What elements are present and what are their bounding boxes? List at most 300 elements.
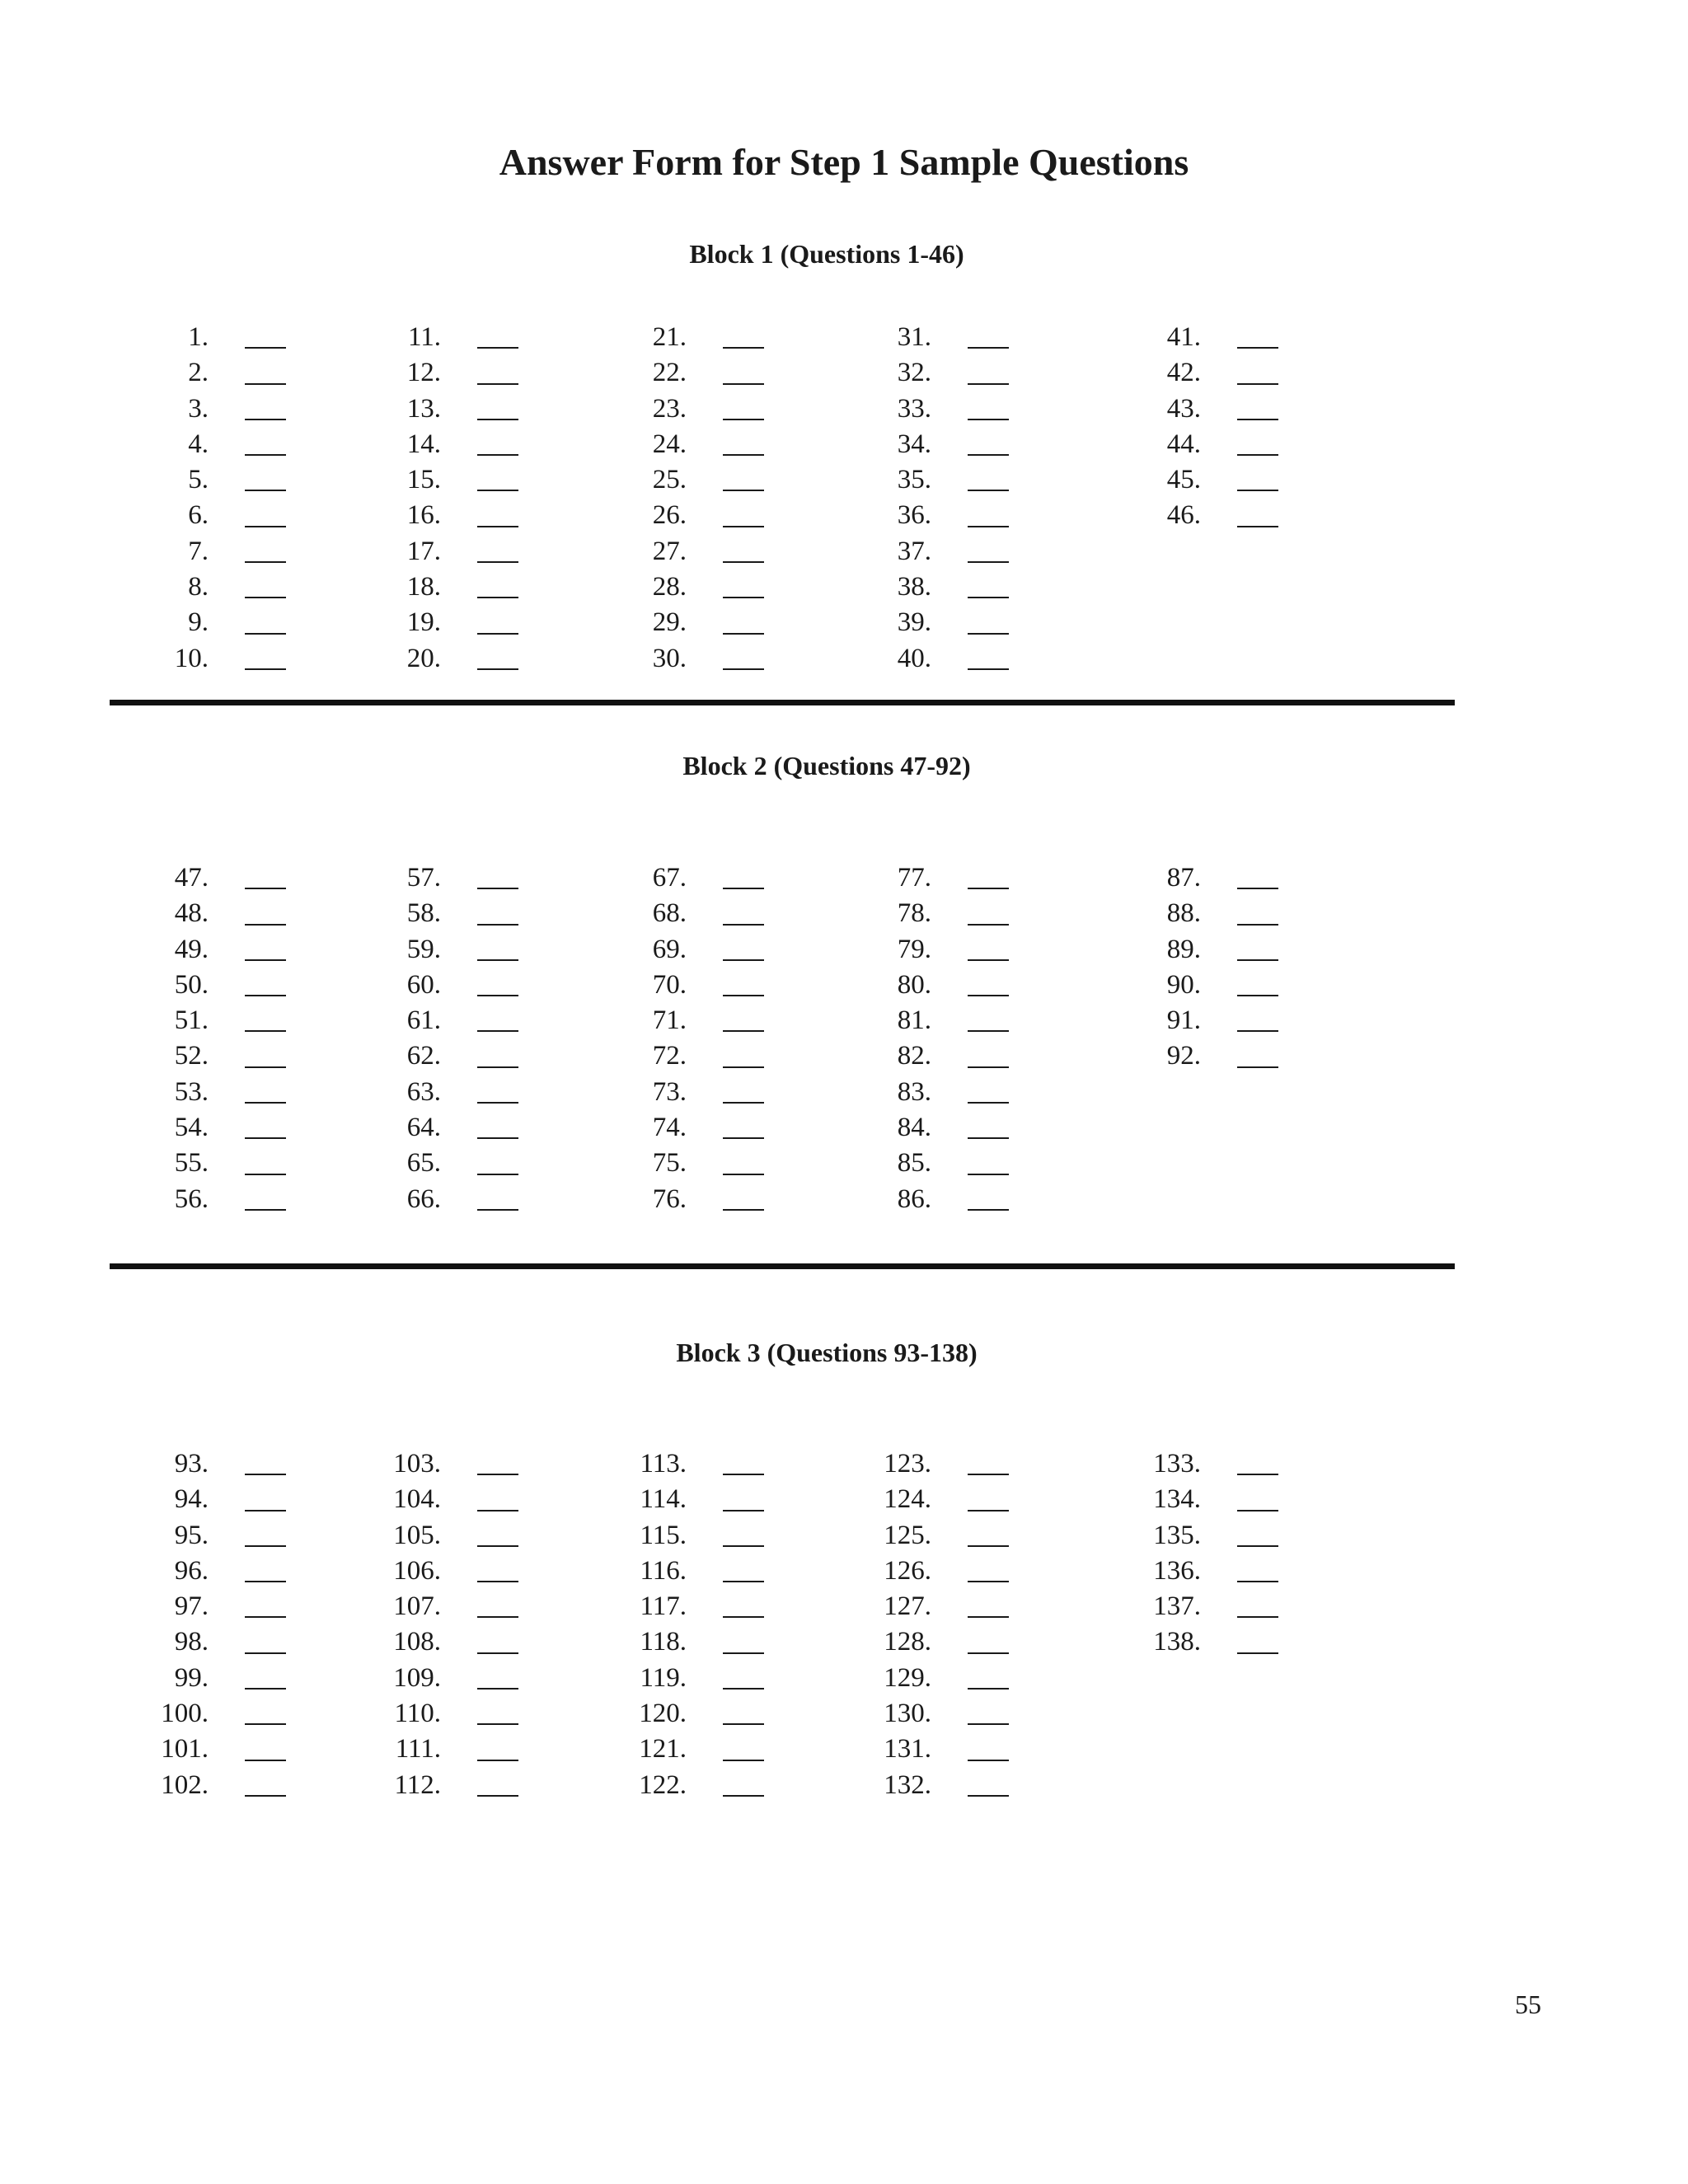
answer-blank[interactable] bbox=[968, 883, 1009, 889]
answer-blank[interactable] bbox=[477, 883, 518, 889]
answer-blank[interactable] bbox=[968, 378, 1009, 385]
answer-row bbox=[110, 1696, 283, 1732]
answer-blank[interactable] bbox=[477, 919, 518, 926]
answer-row bbox=[832, 1110, 1006, 1146]
block-3-heading: Block 3 (Questions 93-138) bbox=[676, 1338, 978, 1367]
answer-row bbox=[110, 1446, 283, 1482]
answer-row bbox=[588, 1075, 761, 1110]
question-number: 130. bbox=[884, 1699, 931, 1729]
answer-blank[interactable] bbox=[968, 1062, 1009, 1068]
answer-blank[interactable] bbox=[723, 1647, 764, 1654]
answer-blank[interactable] bbox=[968, 1132, 1009, 1139]
answer-blank[interactable] bbox=[723, 1169, 764, 1175]
answer-row bbox=[342, 1589, 515, 1624]
answer-blank[interactable] bbox=[245, 1469, 286, 1475]
answer-row bbox=[110, 1732, 283, 1767]
answer-column bbox=[1102, 1446, 1275, 1661]
question-number: 85. bbox=[897, 1148, 931, 1179]
question-number: 4. bbox=[188, 429, 209, 459]
answer-blank[interactable] bbox=[723, 883, 764, 889]
question-number: 15. bbox=[406, 465, 441, 495]
question-number: 2. bbox=[188, 358, 209, 388]
answer-row bbox=[342, 1624, 515, 1660]
question-number: 75. bbox=[652, 1148, 687, 1179]
answer-blank[interactable] bbox=[477, 954, 518, 961]
answer-blank[interactable] bbox=[245, 1611, 286, 1618]
answer-row bbox=[342, 320, 515, 355]
answer-blank[interactable] bbox=[723, 1718, 764, 1725]
answer-blank[interactable] bbox=[245, 485, 286, 491]
question-number: 124. bbox=[884, 1484, 931, 1515]
answer-blank[interactable] bbox=[1237, 1540, 1278, 1547]
answer-row bbox=[588, 1482, 761, 1517]
answer-blank[interactable] bbox=[968, 663, 1009, 670]
answer-row bbox=[1102, 1003, 1275, 1038]
question-number: 42. bbox=[1166, 358, 1201, 388]
answer-blank[interactable] bbox=[723, 1062, 764, 1068]
question-number: 43. bbox=[1166, 393, 1201, 424]
answer-blank[interactable] bbox=[968, 1576, 1009, 1582]
answer-blank[interactable] bbox=[245, 883, 286, 889]
question-number: 88. bbox=[1166, 898, 1201, 929]
answer-row bbox=[110, 1003, 283, 1038]
answer-blank[interactable] bbox=[477, 1576, 518, 1582]
answer-blank[interactable] bbox=[477, 1062, 518, 1068]
answer-blank[interactable] bbox=[968, 1647, 1009, 1654]
answer-blank[interactable] bbox=[245, 1132, 286, 1139]
answer-blank[interactable] bbox=[245, 1718, 286, 1725]
question-number: 138. bbox=[1153, 1627, 1201, 1657]
answer-row bbox=[342, 1003, 515, 1038]
answer-blank[interactable] bbox=[723, 1469, 764, 1475]
answer-column bbox=[110, 320, 283, 677]
answer-row bbox=[110, 1075, 283, 1110]
question-number: 79. bbox=[897, 934, 931, 964]
answer-row bbox=[588, 932, 761, 968]
answer-row bbox=[342, 427, 515, 462]
answer-blank[interactable] bbox=[477, 1540, 518, 1547]
answer-row bbox=[832, 1732, 1006, 1767]
answer-blank[interactable] bbox=[723, 1097, 764, 1104]
answer-row bbox=[110, 569, 283, 605]
answer-row bbox=[342, 569, 515, 605]
question-number: 134. bbox=[1153, 1484, 1201, 1515]
answer-blank[interactable] bbox=[245, 954, 286, 961]
question-number: 53. bbox=[174, 1076, 209, 1107]
answer-blank[interactable] bbox=[723, 1025, 764, 1032]
answer-blank[interactable] bbox=[968, 990, 1009, 996]
answer-row bbox=[1102, 1446, 1275, 1482]
question-number: 132. bbox=[884, 1769, 931, 1800]
question-number: 83. bbox=[897, 1076, 931, 1107]
question-number: 10. bbox=[174, 643, 209, 673]
answer-blank[interactable] bbox=[968, 592, 1009, 598]
answer-blank[interactable] bbox=[968, 1755, 1009, 1761]
question-number: 60. bbox=[406, 969, 441, 1000]
question-number: 91. bbox=[1166, 1005, 1201, 1036]
question-number: 110. bbox=[394, 1699, 441, 1729]
question-number: 74. bbox=[652, 1113, 687, 1143]
answer-blank[interactable] bbox=[723, 485, 764, 491]
answer-blank[interactable] bbox=[477, 1025, 518, 1032]
answer-blank[interactable] bbox=[1237, 1469, 1278, 1475]
answer-blank[interactable] bbox=[1237, 1611, 1278, 1618]
answer-blank[interactable] bbox=[245, 663, 286, 670]
answer-blank[interactable] bbox=[723, 1683, 764, 1690]
question-number: 119. bbox=[640, 1662, 687, 1693]
question-number: 82. bbox=[897, 1041, 931, 1071]
answer-blank[interactable] bbox=[477, 1097, 518, 1104]
answer-blank[interactable] bbox=[968, 1790, 1009, 1797]
answer-blank[interactable] bbox=[723, 1611, 764, 1618]
question-number: 20. bbox=[406, 643, 441, 673]
answer-blank[interactable] bbox=[245, 414, 286, 420]
answer-column bbox=[110, 1446, 283, 1803]
question-number: 78. bbox=[897, 898, 931, 929]
answer-blank[interactable] bbox=[477, 449, 518, 456]
answer-row bbox=[342, 1446, 515, 1482]
answer-blank[interactable] bbox=[477, 592, 518, 598]
answer-blank[interactable] bbox=[245, 1540, 286, 1547]
question-number: 65. bbox=[406, 1148, 441, 1179]
question-number: 30. bbox=[652, 643, 687, 673]
question-number: 6. bbox=[188, 500, 209, 531]
answer-blank[interactable] bbox=[1237, 414, 1278, 420]
answer-blank[interactable] bbox=[723, 919, 764, 926]
answer-row bbox=[110, 1554, 283, 1589]
answer-blank[interactable] bbox=[723, 1790, 764, 1797]
answer-blank[interactable] bbox=[245, 1790, 286, 1797]
answer-row bbox=[588, 1146, 761, 1181]
answer-blank[interactable] bbox=[968, 485, 1009, 491]
answer-column bbox=[342, 1446, 515, 1803]
question-number: 137. bbox=[1153, 1591, 1201, 1622]
answer-blank[interactable] bbox=[723, 1132, 764, 1139]
question-number: 109. bbox=[393, 1662, 441, 1693]
answer-blank[interactable] bbox=[477, 485, 518, 491]
answer-blank[interactable] bbox=[245, 378, 286, 385]
answer-row bbox=[588, 1554, 761, 1589]
answer-blank[interactable] bbox=[723, 1204, 764, 1211]
answer-blank[interactable] bbox=[1237, 1025, 1278, 1032]
question-number: 40. bbox=[897, 643, 931, 673]
answer-blank[interactable] bbox=[723, 556, 764, 563]
answer-row bbox=[832, 569, 1006, 605]
answer-row bbox=[1102, 462, 1275, 498]
answer-blank[interactable] bbox=[477, 1204, 518, 1211]
answer-row bbox=[832, 355, 1006, 391]
answer-row bbox=[832, 1768, 1006, 1803]
answer-blank[interactable] bbox=[1237, 521, 1278, 527]
answer-row bbox=[342, 1696, 515, 1732]
answer-row bbox=[110, 1589, 283, 1624]
question-number: 47. bbox=[174, 863, 209, 893]
answer-blank[interactable] bbox=[1237, 449, 1278, 456]
answer-row bbox=[342, 605, 515, 640]
answer-blank[interactable] bbox=[968, 1097, 1009, 1104]
answer-blank[interactable] bbox=[723, 1505, 764, 1511]
answer-blank[interactable] bbox=[477, 1718, 518, 1725]
answer-row bbox=[1102, 391, 1275, 427]
answer-blank[interactable] bbox=[477, 1611, 518, 1618]
question-number: 120. bbox=[639, 1699, 687, 1729]
answer-blank[interactable] bbox=[968, 954, 1009, 961]
answer-row bbox=[832, 1482, 1006, 1517]
answer-blank[interactable] bbox=[245, 1505, 286, 1511]
answer-blank[interactable] bbox=[968, 1611, 1009, 1618]
answer-blank[interactable] bbox=[477, 556, 518, 563]
answer-blank[interactable] bbox=[968, 1540, 1009, 1547]
answer-blank[interactable] bbox=[968, 521, 1009, 527]
answer-blank[interactable] bbox=[245, 1683, 286, 1690]
answer-row bbox=[342, 1768, 515, 1803]
question-number: 89. bbox=[1166, 934, 1201, 964]
answer-blank[interactable] bbox=[1237, 919, 1278, 926]
question-number: 126. bbox=[884, 1555, 931, 1586]
answer-blank[interactable] bbox=[1237, 378, 1278, 385]
answer-blank[interactable] bbox=[245, 449, 286, 456]
question-number: 129. bbox=[884, 1662, 931, 1693]
answer-row bbox=[588, 462, 761, 498]
question-number: 71. bbox=[652, 1005, 687, 1036]
answer-blank[interactable] bbox=[1237, 990, 1278, 996]
answer-blank[interactable] bbox=[968, 1025, 1009, 1032]
answer-blank[interactable] bbox=[477, 663, 518, 670]
answer-blank[interactable] bbox=[723, 663, 764, 670]
answer-blank[interactable] bbox=[245, 521, 286, 527]
answer-row bbox=[588, 1624, 761, 1660]
answer-column bbox=[588, 860, 761, 1217]
question-number: 104. bbox=[393, 1484, 441, 1515]
answer-blank[interactable] bbox=[245, 592, 286, 598]
answer-row bbox=[588, 427, 761, 462]
answer-blank[interactable] bbox=[968, 919, 1009, 926]
answer-blank[interactable] bbox=[245, 990, 286, 996]
answer-row bbox=[832, 1446, 1006, 1482]
answer-blank[interactable] bbox=[245, 1169, 286, 1175]
question-number: 97. bbox=[174, 1591, 209, 1622]
answer-row bbox=[588, 534, 761, 569]
answer-blank[interactable] bbox=[723, 592, 764, 598]
question-number: 14. bbox=[406, 429, 441, 459]
question-number: 37. bbox=[897, 536, 931, 566]
answer-blank[interactable] bbox=[245, 628, 286, 635]
answer-blank[interactable] bbox=[723, 990, 764, 996]
answer-row bbox=[110, 462, 283, 498]
answer-blank[interactable] bbox=[477, 1790, 518, 1797]
question-number: 70. bbox=[652, 969, 687, 1000]
answer-row bbox=[110, 860, 283, 896]
answer-blank[interactable] bbox=[968, 556, 1009, 563]
answer-row bbox=[832, 932, 1006, 968]
answer-blank[interactable] bbox=[477, 1755, 518, 1761]
question-number: 94. bbox=[174, 1484, 209, 1515]
answer-row bbox=[342, 860, 515, 896]
answer-blank[interactable] bbox=[968, 342, 1009, 349]
question-number: 16. bbox=[406, 500, 441, 531]
answer-row bbox=[1102, 896, 1275, 931]
answer-blank[interactable] bbox=[723, 378, 764, 385]
answer-blank[interactable] bbox=[477, 1647, 518, 1654]
answer-row bbox=[110, 932, 283, 968]
answer-row bbox=[110, 355, 283, 391]
question-number: 103. bbox=[393, 1449, 441, 1479]
answer-blank[interactable] bbox=[245, 1097, 286, 1104]
answer-blank[interactable] bbox=[477, 628, 518, 635]
answer-row bbox=[588, 860, 761, 896]
answer-column bbox=[1102, 860, 1275, 1075]
answer-blank[interactable] bbox=[477, 990, 518, 996]
question-number: 59. bbox=[406, 934, 441, 964]
answer-row bbox=[832, 1038, 1006, 1074]
answer-blank[interactable] bbox=[1237, 1647, 1278, 1654]
answer-blank[interactable] bbox=[968, 628, 1009, 635]
answer-blank[interactable] bbox=[723, 628, 764, 635]
question-number: 122. bbox=[639, 1769, 687, 1800]
question-number: 72. bbox=[652, 1041, 687, 1071]
answer-blank[interactable] bbox=[1237, 883, 1278, 889]
answer-blank[interactable] bbox=[477, 521, 518, 527]
answer-row bbox=[110, 896, 283, 931]
answer-blank[interactable] bbox=[245, 342, 286, 349]
answer-row bbox=[832, 320, 1006, 355]
answer-row bbox=[342, 1661, 515, 1696]
answer-blank[interactable] bbox=[245, 1647, 286, 1654]
question-number: 34. bbox=[897, 429, 931, 459]
question-number: 41. bbox=[1166, 322, 1201, 352]
answer-row bbox=[110, 534, 283, 569]
answer-blank[interactable] bbox=[245, 1204, 286, 1211]
question-number: 55. bbox=[174, 1148, 209, 1179]
answer-row bbox=[342, 391, 515, 427]
answer-row bbox=[832, 1661, 1006, 1696]
answer-blank[interactable] bbox=[477, 378, 518, 385]
question-number: 21. bbox=[652, 322, 687, 352]
answer-row bbox=[342, 641, 515, 677]
answer-row bbox=[832, 860, 1006, 896]
answer-blank[interactable] bbox=[1237, 342, 1278, 349]
answer-blank[interactable] bbox=[968, 1718, 1009, 1725]
answer-row bbox=[588, 355, 761, 391]
answer-column bbox=[110, 860, 283, 1217]
answer-row bbox=[588, 391, 761, 427]
answer-blank[interactable] bbox=[723, 449, 764, 456]
answer-blank[interactable] bbox=[723, 954, 764, 961]
answer-row bbox=[342, 355, 515, 391]
answer-blank[interactable] bbox=[1237, 1505, 1278, 1511]
answer-column bbox=[832, 320, 1006, 677]
answer-blank[interactable] bbox=[1237, 1062, 1278, 1068]
question-number: 33. bbox=[897, 393, 931, 424]
answer-blank[interactable] bbox=[723, 1755, 764, 1761]
question-number: 105. bbox=[393, 1520, 441, 1550]
answer-row bbox=[1102, 1038, 1275, 1074]
answer-blank[interactable] bbox=[1237, 1576, 1278, 1582]
answer-row bbox=[588, 1768, 761, 1803]
question-number: 49. bbox=[174, 934, 209, 964]
question-number: 52. bbox=[174, 1041, 209, 1071]
answer-blank[interactable] bbox=[968, 1505, 1009, 1511]
answer-blank[interactable] bbox=[477, 1132, 518, 1139]
block-1-heading: Block 1 (Questions 1-46) bbox=[689, 239, 964, 269]
answer-blank[interactable] bbox=[245, 1025, 286, 1032]
answer-row bbox=[342, 498, 515, 533]
answer-blank[interactable] bbox=[968, 1204, 1009, 1211]
answer-row bbox=[342, 1146, 515, 1181]
question-number: 11. bbox=[407, 322, 441, 352]
answer-column bbox=[1102, 320, 1275, 534]
answer-row bbox=[1102, 1589, 1275, 1624]
answer-blank[interactable] bbox=[245, 556, 286, 563]
answer-blank[interactable] bbox=[723, 1576, 764, 1582]
answer-blank[interactable] bbox=[968, 1469, 1009, 1475]
answer-blank[interactable] bbox=[245, 1062, 286, 1068]
answer-row bbox=[588, 1696, 761, 1732]
answer-blank[interactable] bbox=[477, 414, 518, 420]
answer-blank[interactable] bbox=[245, 919, 286, 926]
answer-blank[interactable] bbox=[723, 342, 764, 349]
answer-blank[interactable] bbox=[723, 1540, 764, 1547]
answer-blank[interactable] bbox=[968, 414, 1009, 420]
question-number: 112. bbox=[394, 1769, 441, 1800]
question-number: 25. bbox=[652, 465, 687, 495]
answer-blank[interactable] bbox=[1237, 485, 1278, 491]
answer-blank[interactable] bbox=[477, 1469, 518, 1475]
answer-row bbox=[110, 427, 283, 462]
question-number: 7. bbox=[188, 536, 209, 566]
question-number: 118. bbox=[640, 1627, 687, 1657]
answer-row bbox=[1102, 932, 1275, 968]
answer-row bbox=[1102, 320, 1275, 355]
section-divider bbox=[110, 700, 1455, 705]
question-number: 123. bbox=[884, 1449, 931, 1479]
answer-blank[interactable] bbox=[477, 342, 518, 349]
answer-row bbox=[832, 605, 1006, 640]
answer-row bbox=[342, 534, 515, 569]
answer-blank[interactable] bbox=[968, 449, 1009, 456]
answer-blank[interactable] bbox=[477, 1169, 518, 1175]
question-number: 127. bbox=[884, 1591, 931, 1622]
question-number: 64. bbox=[406, 1113, 441, 1143]
question-number: 5. bbox=[188, 465, 209, 495]
answer-blank[interactable] bbox=[1237, 954, 1278, 961]
answer-column bbox=[832, 860, 1006, 1217]
question-number: 24. bbox=[652, 429, 687, 459]
question-number: 27. bbox=[652, 536, 687, 566]
answer-blank[interactable] bbox=[245, 1576, 286, 1582]
answer-row bbox=[342, 932, 515, 968]
answer-row bbox=[1102, 1624, 1275, 1660]
answer-row bbox=[832, 462, 1006, 498]
question-number: 73. bbox=[652, 1076, 687, 1107]
page-title: Answer Form for Step 1 Sample Questions bbox=[499, 141, 1189, 183]
answer-blank[interactable] bbox=[245, 1755, 286, 1761]
question-number: 93. bbox=[174, 1449, 209, 1479]
question-number: 77. bbox=[897, 863, 931, 893]
answer-blank[interactable] bbox=[477, 1683, 518, 1690]
answer-row bbox=[588, 1589, 761, 1624]
question-number: 107. bbox=[393, 1591, 441, 1622]
answer-blank[interactable] bbox=[723, 414, 764, 420]
answer-blank[interactable] bbox=[968, 1683, 1009, 1690]
question-number: 87. bbox=[1166, 863, 1201, 893]
answer-blank[interactable] bbox=[968, 1169, 1009, 1175]
question-number: 86. bbox=[897, 1183, 931, 1214]
question-number: 84. bbox=[897, 1113, 931, 1143]
answer-blank[interactable] bbox=[477, 1505, 518, 1511]
answer-blank[interactable] bbox=[723, 521, 764, 527]
question-number: 19. bbox=[406, 607, 441, 638]
